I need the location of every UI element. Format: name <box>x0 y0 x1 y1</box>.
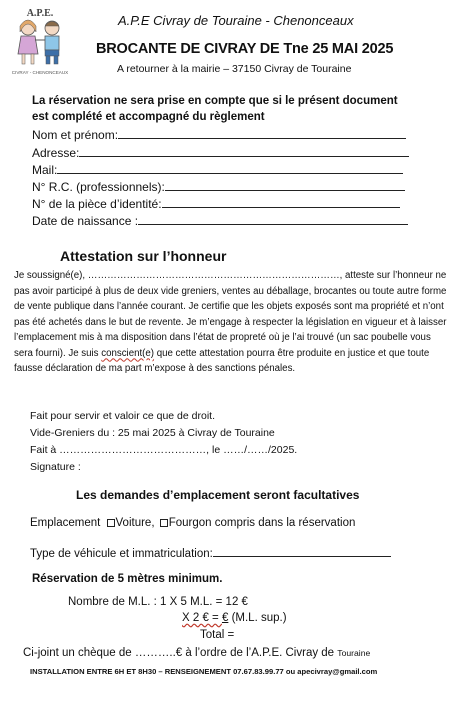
voiture-option: Voiture, <box>115 517 155 529</box>
field-line[interactable] <box>165 180 405 191</box>
attestation-paragraph <box>14 268 448 377</box>
field-line[interactable] <box>79 146 409 157</box>
notice-line-2: est complété et accompagné du règlement <box>32 111 265 123</box>
cheque-line <box>23 647 370 659</box>
pricing-total: Total = <box>200 629 235 641</box>
cheque-touraine: Touraine <box>337 648 371 658</box>
page-title: BROCANTE DE CIVRAY DE Tne 25 MAI 2025 <box>96 41 394 57</box>
vehicule-row[interactable] <box>30 546 391 560</box>
fait-a-line[interactable]: Fait à ……………………………………, le ……/……/2025. <box>30 444 298 456</box>
pricing-euro: € <box>221 612 229 624</box>
pricing-line-2 <box>182 612 287 624</box>
field-label: Date de naissance : <box>32 214 139 228</box>
pricing-line-1: Nombre de M.L. : 1 X 5 M.L. = 12 € <box>68 596 248 608</box>
cheque-text: Ci-joint un chèque de ………..€ à l’ordre de l’A.P.E. Civray de <box>23 647 335 659</box>
vehicule-label: Type de véhicule et immatriculation: <box>30 548 213 560</box>
organization-name: A.P.E Civray de Touraine - Chenonceaux <box>118 13 354 28</box>
reservation-minimum: Réservation de 5 mètres minimum. <box>32 573 223 585</box>
pricing-multiplier: X 2 € = <box>182 612 222 624</box>
field-line[interactable] <box>138 214 408 225</box>
vide-greniers-date: Vide-Greniers du : 25 mai 2025 à Civray de Touraine <box>30 427 275 439</box>
field-date-naissance[interactable] <box>32 214 408 228</box>
field-adresse[interactable] <box>32 146 409 160</box>
logo-caption: CIVRAY - CHENONCEAUX <box>11 70 69 75</box>
field-label: N° R.C. (professionnels): <box>32 180 165 194</box>
fourgon-checkbox-icon[interactable] <box>160 519 168 527</box>
notice-line-1: La réservation ne sera prise en compte que si le présent document <box>32 95 398 107</box>
emplacement-row <box>30 517 355 529</box>
vehicule-line[interactable] <box>213 546 391 557</box>
field-label: N° de la pièce d’identité: <box>32 197 162 211</box>
attestation-title: Attestation sur l’honneur <box>60 248 227 264</box>
voiture-checkbox-icon[interactable] <box>107 519 115 527</box>
attestation-text-flagged: conscient(e) <box>101 347 155 359</box>
attestation-text-end: que cette attestation pourra être produite en justice et que toute fausse déclaration de ma part m’expose à des sanctions pénales. <box>14 347 430 374</box>
field-line[interactable] <box>162 197 400 208</box>
field-line[interactable] <box>118 128 406 139</box>
children-logo-icon <box>8 6 72 78</box>
fourgon-option: Fourgon compris dans la réservation <box>168 517 356 529</box>
footer-info: INSTALLATION ENTRE 6H ET 8H30 – RENSEIGNEMENT 07.67.83.99.77 ou apecivray@gmail.com <box>30 667 378 676</box>
field-line[interactable] <box>57 163 403 174</box>
ape-logo <box>8 6 72 78</box>
attestation-text-start: Je soussigné(e), ……………………………………………………………………, atteste sur l’honneur ne pas avoir participé à plus de deux vide greniers, ventes au déballage, brocantes ou toute autre forme de vente publique dans l’année courant. Je certifie que les objets exposés sont ma propriété et n’ont pas été achetés dans le but de revente. Je m’engage à respecter la législation en vigueur et à laisser l’emplacement mis à ma disposition dans l’état de propreté où je l’ai trouvé (un sac poubelle vous sera fourni). Je suis <box>14 270 447 359</box>
pricing-suffix: (M.L. sup.) <box>228 612 287 624</box>
return-address: A retourner à la mairie – 37150 Civray de Touraine <box>117 63 352 75</box>
fait-pour-servir: Fait pour servir et valoir ce que de droit. <box>30 410 216 422</box>
demands-title: Les demandes d’emplacement seront facultatives <box>76 488 360 502</box>
field-label: Nom et prénom: <box>32 128 119 142</box>
field-nom-prenom[interactable] <box>32 128 406 142</box>
signature-label[interactable]: Signature : <box>30 461 81 473</box>
emplacement-label: Emplacement <box>30 517 101 529</box>
logo-text: A.P.E. <box>26 8 54 19</box>
field-mail[interactable] <box>32 163 403 177</box>
field-label: Mail: <box>32 163 58 177</box>
field-piece-identite[interactable] <box>32 197 400 211</box>
field-rc[interactable] <box>32 180 405 194</box>
field-label: Adresse: <box>32 146 80 160</box>
